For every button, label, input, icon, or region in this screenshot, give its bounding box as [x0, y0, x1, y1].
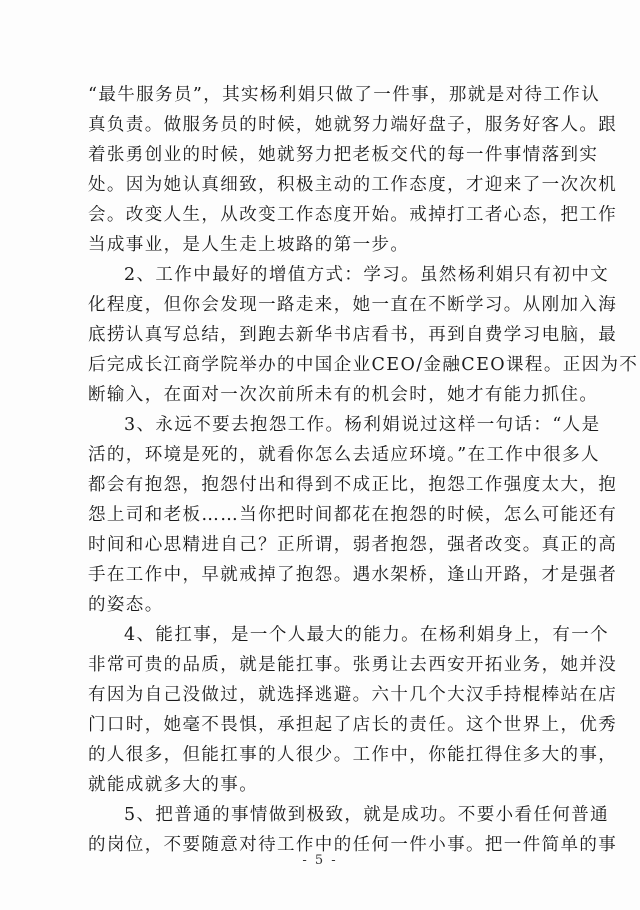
text-line: 活的，环境是死的，就看你怎么去适应环境。”在工作中很多人 [88, 445, 600, 465]
text-line: 当成事业，是人生走上坡路的第一步。 [88, 235, 410, 255]
text-line: 的人很多，但能扛事的人很少。工作中，你能扛得住多大的事， [88, 745, 618, 765]
text-line: 手在工作中，早就戒掉了抱怨。遇水架桥，逢山开路，才是强者 [88, 565, 618, 585]
text-line: 处。因为她认真细致，积极主动的工作态度，才迎来了一次次机 [88, 175, 618, 195]
text-line: 会。改变人生，从改变工作态度开始。戒掉打工者心态，把工作 [88, 205, 618, 225]
text-line: 时间和心思精进自己？正所谓，弱者抱怨，强者改变。真正的高 [88, 535, 618, 555]
paragraph-1 [88, 80, 618, 260]
text-line: 的姿态。 [88, 595, 164, 615]
paragraph-2 [88, 260, 639, 410]
text-line: 就能成就多大的事。 [88, 775, 259, 795]
text-line: 有因为自己没做过，就选择逃避。六十几个大汉手持棍棒站在店 [88, 685, 618, 705]
text-line: 非常可贵的品质，就是能扛事。张勇让去西安开拓业务，她并没 [88, 655, 618, 675]
text-line: 3、永远不要去抱怨工作。杨利娟说过这样一句话：“人是 [124, 415, 601, 435]
text-line: 5、把普通的事情做到极致，就是成功。不要小看任何普通 [124, 805, 610, 825]
paragraph-3 [88, 410, 618, 620]
text-line: 断输入，在面对一次次前所未有的机会时，她才有能力抓住。 [88, 385, 599, 405]
text-line: 后完成长江商学院举办的中国企业CEO/金融CEO课程。正因为不 [88, 355, 639, 375]
page-number: - 5 - [302, 853, 338, 868]
text-line: 怨上司和老板……当你把时间都花在抱怨的时候，怎么可能还有 [88, 505, 618, 525]
text-line: 4、能扛事，是一个人最大的能力。在杨利娟身上，有一个 [124, 625, 610, 645]
document-body [88, 80, 639, 860]
text-line: 化程度，但你会发现一路走来，她一直在不断学习。从刚加入海 [88, 295, 618, 315]
text-line: 着张勇创业的时候，她就努力把老板交代的每一件事情落到实 [88, 145, 599, 165]
text-line: 底捞认真写总结，到跑去新华书店看书，再到自费学习电脑，最 [88, 325, 618, 345]
text-line: “最牛服务员”，其实杨利娟只做了一件事，那就是对待工作认 [88, 85, 601, 105]
text-line: 的岗位，不要随意对待工作中的任何一件小事。把一件简单的事 [88, 835, 618, 855]
text-line: 都会有抱怨，抱怨付出和得到不成正比，抱怨工作强度太大，抱 [88, 475, 618, 495]
paragraph-5 [88, 800, 618, 860]
paragraph-4 [88, 620, 618, 800]
text-line: 真负责。做服务员的时候，她就努力端好盘子，服务好客人。跟 [88, 115, 618, 135]
text-line: 门口时，她毫不畏惧，承担起了店长的责任。这个世界上，优秀 [88, 715, 618, 735]
text-line: 2、工作中最好的增值方式：学习。虽然杨利娟只有初中文 [124, 265, 610, 285]
